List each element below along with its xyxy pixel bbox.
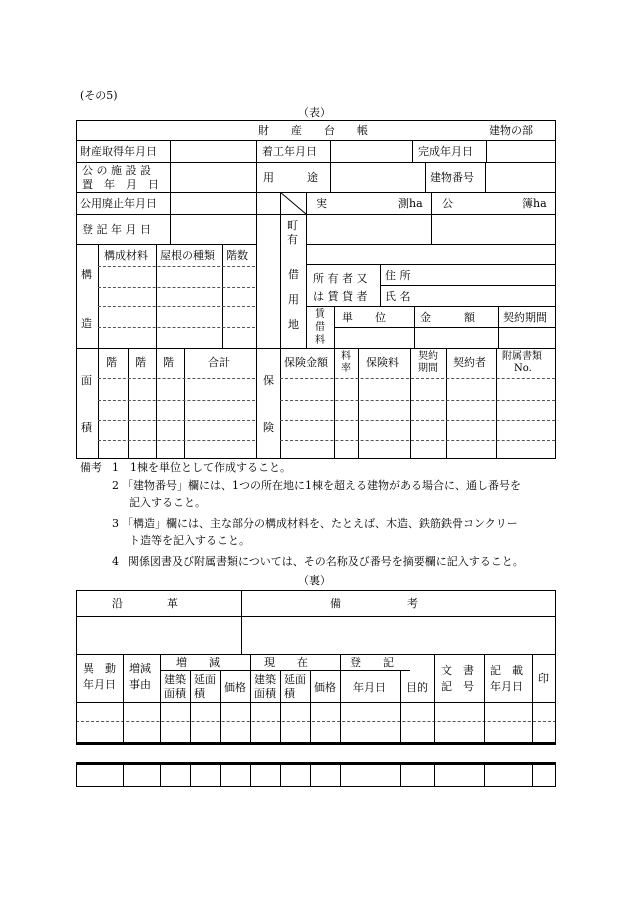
- leased-land-label-1: 借: [288, 268, 299, 281]
- owner-label-2: は 賃 貸 者: [313, 290, 368, 303]
- contract-period-header-1: 契約: [418, 351, 438, 362]
- structure-label-2: 造: [81, 317, 92, 330]
- price-header-2: 価格: [314, 681, 336, 694]
- price-header-1: 価格: [224, 681, 246, 694]
- floor-area-header-2a: 延面: [284, 673, 306, 686]
- town-owned-label-1: 町: [287, 219, 298, 232]
- contractor-header: 契約者: [453, 356, 486, 369]
- completion-date-label: 完成年月日: [418, 145, 473, 158]
- rent-label-3: 料: [315, 335, 325, 346]
- usage-label: 用 途: [263, 171, 318, 184]
- registration-header: 登 記: [350, 656, 394, 669]
- unit-label: 単 位: [342, 311, 386, 324]
- build-area-header-2b: 面積: [254, 687, 276, 700]
- rate-header-1: 料: [341, 351, 351, 362]
- build-area-header-2a: 建築: [254, 673, 276, 686]
- floor-header-3: 階: [163, 356, 174, 369]
- seal-header: 印: [538, 672, 549, 685]
- document-code-header-2: 記 号: [441, 680, 474, 693]
- buildings-part-label: 建物の部: [489, 124, 533, 137]
- floor-area-header-2b: 積: [284, 687, 295, 700]
- building-number-label: 建物番号: [430, 171, 474, 184]
- roof-header: 屋根の種類: [160, 249, 215, 262]
- leased-land-label-2: 用: [288, 293, 299, 306]
- note-4-number: 4: [112, 555, 119, 568]
- material-header: 構成材料: [104, 249, 148, 262]
- reason-header-1: 増減: [129, 662, 151, 675]
- insurance-label-1: 保: [263, 374, 274, 387]
- document-code-header-1: 文 書: [441, 664, 474, 677]
- rent-label-1: 賃: [315, 309, 325, 320]
- rent-label-2: 借: [315, 322, 325, 333]
- note-2-text-a: 「建物番号」欄には、1つの所在地に1棟を超える建物がある場合に、通し番号を: [122, 479, 521, 492]
- change-date-header-1: 異 動: [83, 662, 116, 675]
- insured-amount-header: 保険金額: [284, 356, 328, 369]
- area-label-2: 積: [81, 421, 92, 434]
- note-2-text-b: 記入すること。: [129, 496, 206, 509]
- contract-period-header-2: 期間: [418, 363, 438, 374]
- actual-ha-label: 測ha: [398, 197, 423, 210]
- leased-land-label-3: 地: [288, 318, 299, 331]
- registration-date-header: 年月日: [353, 681, 386, 694]
- current-header: 現 在: [264, 656, 308, 669]
- note-3-text-a: 「構造」欄には、主な部分の構成材料を、たとえば、木造、鉄筋鉄骨コンクリー: [122, 517, 518, 530]
- contract-period-label: 契約期間: [503, 311, 547, 324]
- insurance-label-2: 険: [263, 421, 274, 434]
- address-label: 住 所: [385, 269, 411, 282]
- amount-label: 金 額: [420, 311, 475, 324]
- total-header: 合計: [208, 356, 230, 369]
- record-ha-label: 簿ha: [522, 197, 547, 210]
- note-2-number: 2: [112, 479, 119, 492]
- history-header: 沿 革: [112, 597, 178, 610]
- public-facility-label-1: 公 の 施 設 設: [82, 164, 151, 177]
- acquisition-date-label: 財産取得年月日: [80, 145, 157, 158]
- name-label: 氏 名: [385, 290, 411, 303]
- notes-label: 備考: [80, 461, 102, 474]
- floors-header: 階数: [226, 249, 248, 262]
- build-area-header-1a: 建築: [164, 673, 186, 686]
- registration-date-label: 登 記 年 月 日: [82, 223, 151, 236]
- note-4-text: 関係図書及び附属書類については、その名称及び番号を摘要欄に記入すること。: [128, 555, 524, 568]
- floor-area-header-1b: 積: [194, 687, 205, 700]
- premium-header: 保険料: [366, 356, 399, 369]
- actual-label: 実: [316, 197, 327, 210]
- purpose-header: 目的: [406, 681, 428, 694]
- entry-date-header-2: 年月日: [490, 680, 523, 693]
- structure-label-1: 構: [81, 268, 92, 281]
- public-abolish-label: 公用廃止年月日: [80, 197, 157, 210]
- attached-docs-header-2: No.: [514, 363, 532, 374]
- rate-header-2: 率: [341, 363, 351, 374]
- note-3-number: 3: [112, 517, 119, 530]
- public-facility-label-2: 置 年 月 日: [82, 178, 159, 191]
- floor-header-1: 階: [106, 356, 117, 369]
- owner-label-1: 所 有 者 又: [313, 272, 368, 285]
- ledger-title: 財 産 台 帳: [258, 124, 368, 137]
- floor-header-2: 階: [135, 356, 146, 369]
- front-side-label: （表）: [298, 106, 331, 119]
- note-1-text: 1棟を単位として作成すること。: [130, 461, 291, 474]
- area-label-1: 面: [81, 374, 92, 387]
- note-3-text-b: ト造等を記入すること。: [129, 534, 250, 547]
- public-record-label: 公: [442, 197, 453, 210]
- form-number: (その5): [80, 89, 118, 102]
- entry-date-header-1: 記 載: [490, 664, 523, 677]
- increase-decrease-header: 増 減: [176, 656, 220, 669]
- reason-header-2: 事由: [129, 678, 151, 691]
- change-date-header-2: 年月日: [83, 678, 116, 691]
- back-side-label: （裏）: [298, 574, 331, 587]
- attached-docs-header-1: 附属書類: [502, 351, 542, 362]
- note-1-number: 1: [112, 461, 119, 474]
- construction-start-label: 着工年月日: [262, 145, 317, 158]
- town-owned-label-2: 有: [287, 233, 298, 246]
- diagonal-divider: [280, 192, 307, 214]
- remarks-header: 備 考: [330, 597, 418, 610]
- build-area-header-1b: 面積: [164, 687, 186, 700]
- floor-area-header-1a: 延面: [194, 673, 216, 686]
